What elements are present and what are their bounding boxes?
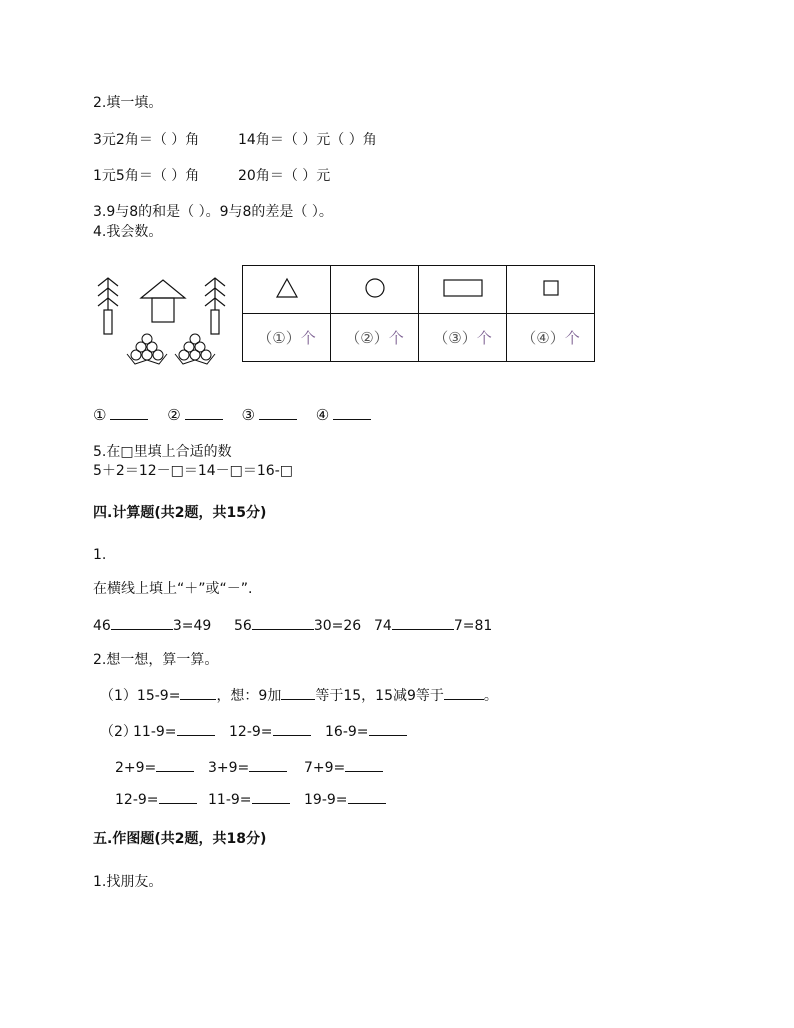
rectangle-icon	[442, 278, 484, 298]
answer-blank[interactable]	[369, 723, 407, 736]
answer-label: ①	[93, 406, 107, 424]
answer-blank[interactable]	[249, 759, 287, 772]
calc-item: 3+9=	[208, 759, 287, 777]
sign-blank[interactable]	[111, 617, 173, 630]
answer-blank[interactable]	[273, 723, 311, 736]
shape-cell	[331, 266, 419, 314]
shape-cell	[243, 266, 331, 314]
answer-blank[interactable]	[259, 405, 297, 420]
answer-blank[interactable]	[177, 723, 215, 736]
answer-blank[interactable]	[333, 405, 371, 420]
section4-q2-title: 2.想一想，算一算。	[93, 652, 219, 668]
answer-blank[interactable]	[252, 791, 290, 804]
count-cell: （③）个	[419, 314, 507, 362]
answer-blank[interactable]	[185, 405, 223, 420]
tree-icon	[98, 278, 118, 334]
fruit-basket-icon	[127, 334, 167, 364]
count-cell: （④）个	[507, 314, 595, 362]
section4-q1-instruction: 在横线上填上“＋”或“－”.	[93, 581, 253, 597]
calc-item: 11-9=	[208, 791, 290, 809]
sign-blank[interactable]	[252, 617, 314, 630]
answer-blank[interactable]	[281, 687, 315, 700]
q2-row1-right: 14角＝（ ）元（ ）角	[238, 132, 377, 148]
calc-item: 11-9=	[133, 723, 215, 741]
circle-icon	[364, 277, 386, 299]
triangle-icon	[275, 277, 299, 299]
sign-blank[interactable]	[392, 617, 454, 630]
answer-blank[interactable]	[180, 687, 216, 700]
q3-text: 3.9与8的和是（ ）。9与8的差是（ ）。	[93, 204, 333, 220]
q5-equation: 5＋2＝12－□＝14－□＝16-□	[93, 463, 293, 479]
answer-label: ④	[315, 406, 330, 424]
fruit-basket-icon	[175, 334, 215, 364]
answer-blank[interactable]	[159, 791, 197, 804]
answer-blank[interactable]	[444, 687, 484, 700]
count-table	[242, 265, 595, 362]
answer-blank[interactable]	[345, 759, 383, 772]
q2-row2-right: 20角＝（ ）元	[238, 168, 331, 184]
fill-sign-item: 74 7=81	[374, 618, 493, 634]
q2-row2-left: 1元5角＝（ ）角	[93, 168, 200, 184]
count-cell: （①）个	[243, 314, 331, 362]
section5-q1: 1.找朋友。	[93, 874, 163, 890]
answer-blank[interactable]	[348, 791, 386, 804]
q2-title: 2.填一填。	[93, 95, 163, 111]
answer-label: ②	[167, 406, 181, 424]
calc-item: 19-9=	[304, 791, 386, 809]
calc-item: 7+9=	[304, 759, 383, 777]
calc-item: 2+9=	[115, 759, 194, 777]
answer-blank[interactable]	[110, 405, 148, 420]
section4-q1-number: 1.	[93, 547, 107, 563]
calc-item: 16-9=	[325, 723, 407, 741]
fill-sign-item: 46 3=49	[93, 618, 212, 634]
counting-picture	[95, 268, 230, 370]
shape-cell	[507, 266, 595, 314]
q5-title: 5.在□里填上合适的数	[93, 444, 232, 460]
calc-item: 12-9=	[229, 723, 311, 741]
answer-label: ③	[241, 406, 255, 424]
answer-blank[interactable]	[156, 759, 194, 772]
q2-row1-left: 3元2角＝（ ）角	[93, 132, 200, 148]
fill-sign-item: 56 30=26	[234, 618, 362, 634]
calc-item: 12-9=	[115, 791, 197, 809]
square-icon	[542, 279, 560, 297]
q2-part1: （1）15-9= ，想：9加 等于15，15减9等于 。	[100, 688, 498, 704]
q2-part2-label: （2）	[100, 724, 137, 740]
house-icon	[141, 280, 185, 322]
q4-answer-row	[93, 405, 385, 424]
section5-heading: 五.作图题(共2题，共18分)	[93, 831, 267, 847]
shape-cell	[419, 266, 507, 314]
tree-icon	[205, 278, 225, 334]
section4-heading: 四.计算题(共2题，共15分)	[93, 505, 267, 521]
count-cell: （②）个	[331, 314, 419, 362]
q4-title: 4.我会数。	[93, 224, 163, 240]
